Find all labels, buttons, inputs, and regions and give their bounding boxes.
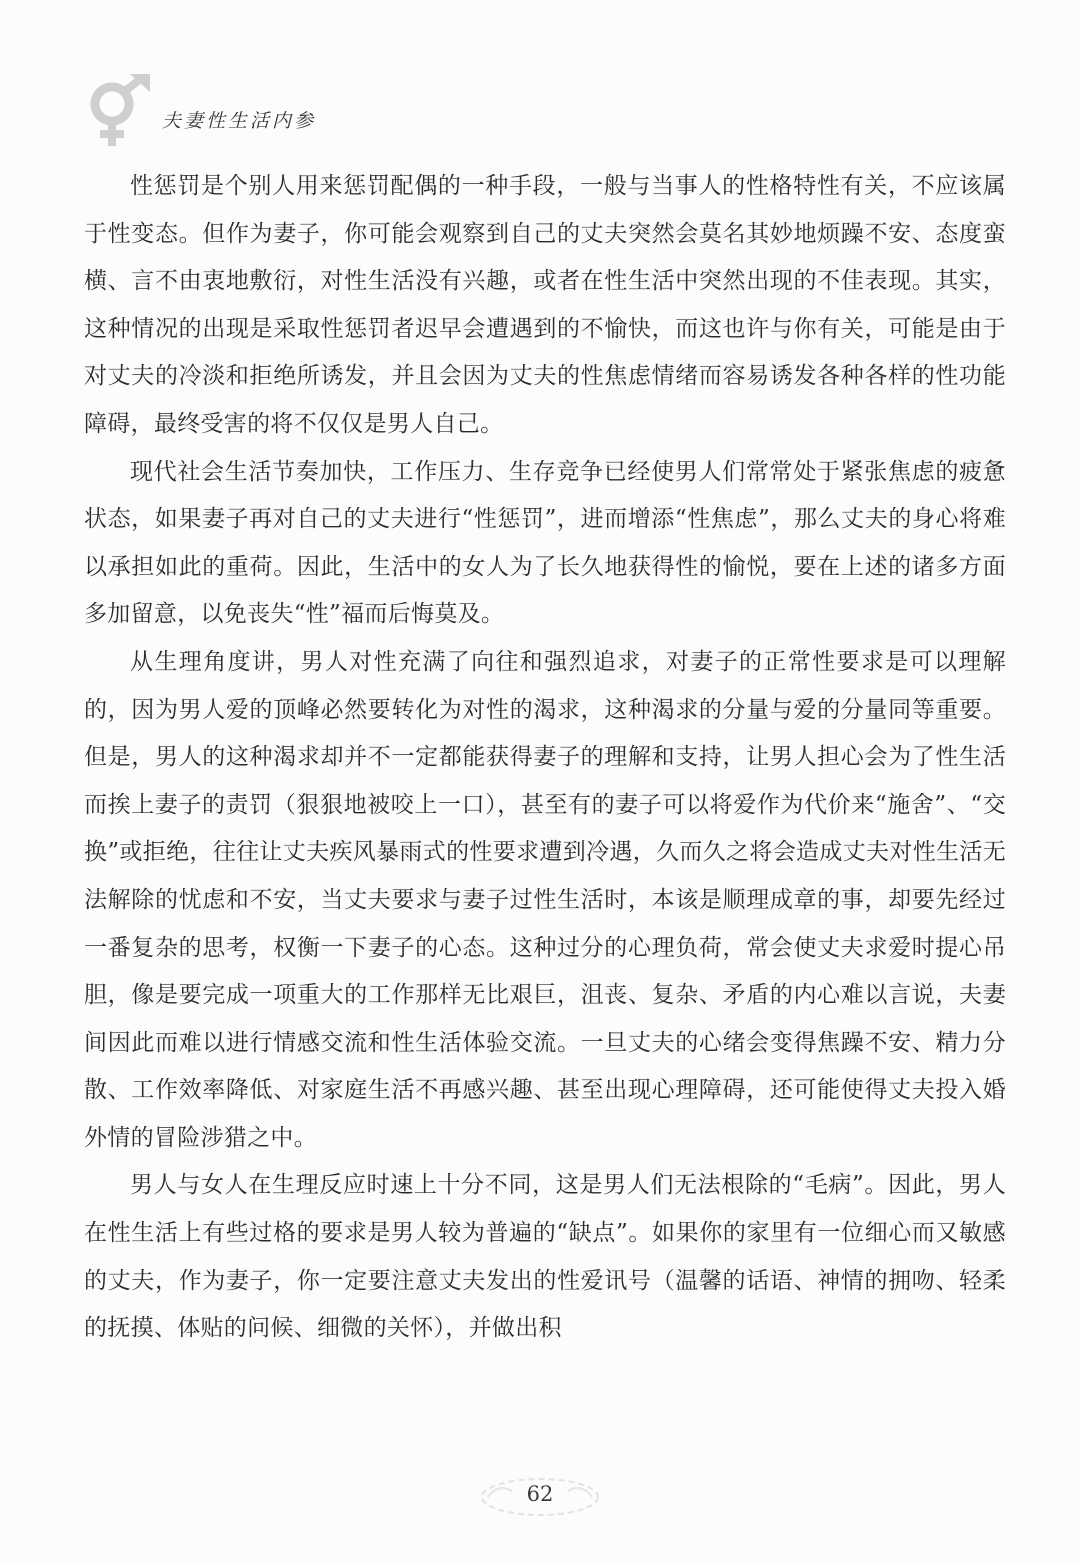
body-text xyxy=(84,163,1006,1353)
running-header xyxy=(84,74,484,154)
paragraph: 现代社会生活节奏加快，工作压力、生存竞争已经使男人们常常处于紧张焦虑的疲惫状态，如果妻子再对自己的丈夫进行“性惩罚”，进而增添“性焦虑”，那么丈夫的身心将难以承担如此的重荷。因此，生活中的女人为了长久地获得性的愉悦，要在上述的诸多方面多加留意，以免丧失“性”福而后悔莫及。 xyxy=(84,458,1006,628)
paragraph: 从生理角度讲，男人对性充满了向往和强烈追求，对妻子的正常性要求是可以理解的，因为男人爱的顶峰必然要转化为对性的渴求，这种渴求的分量与爱的分量同等重要。但是，男人的这种渴求却并不一定都能获得妻子的理解和支持，让男人担心会为了性生活而挨上妻子的责罚（狠狠地被咬上一口），甚至有的妻子可以将爱作为代价来“施舍”、“交换”或拒绝，往往让丈夫疾风暴雨式的性要求遭到冷遇，久而久之将会造成丈夫对性生活无法解除的忧虑和不安，当丈夫要求与妻子过性生活时，本该是顺理成章的事，却要先经过一番复杂的思考，权衡一下妻子的心态。这种过分的心理负荷，常会使丈夫求爱时提心吊胆，像是要完成一项重大的工作那样无比艰巨，沮丧、复杂、矛盾的内心难以言说，夫妻间因此而难以进行情感交流和性生活体验交流。一旦丈夫的心绪会变得焦躁不安、精力分散、工作效率降低、对家庭生活不再感兴趣、甚至出现心理障碍，还可能使得丈夫投入婚外情的冒险涉猎之中。 xyxy=(84,648,1006,1151)
header-title: 夫妻性生活内参 xyxy=(162,110,317,132)
gender-symbol-icon xyxy=(84,74,158,150)
paragraph: 性惩罚是个别人用来惩罚配偶的一种手段，一般与当事人的性格特性有关，不应该属于性变态。但作为妻子，你可能会观察到自己的丈夫突然会莫名其妙地烦躁不安、态度蛮横、言不由衷地敷衍，对性生活没有兴趣，或者在性生活中突然出现的不佳表现。其实，这种情况的出现是采取性惩罚者迟早会遭遇到的不愉快，而这也许与你有关，可能是由于对丈夫的冷淡和拒绝所诱发，并且会因为丈夫的性焦虑情绪而容易诱发各种各样的性功能障碍，最终受害的将不仅仅是男人自己。 xyxy=(84,173,1006,437)
page-footer xyxy=(478,1476,602,1518)
page-number: 62 xyxy=(526,1482,554,1506)
paragraph: 男人与女人在生理反应时速上十分不同，这是男人们无法根除的“毛病”。因此，男人在性生活上有些过格的要求是男人较为普遍的“缺点”。如果你的家里有一位细心而又敏感的丈夫，作为妻子，你一定要注意丈夫发出的性爱讯号（温馨的话语、神情的拥吻、轻柔的抚摸、体贴的问候、细微的关怀），并做出积 xyxy=(84,1172,1006,1342)
